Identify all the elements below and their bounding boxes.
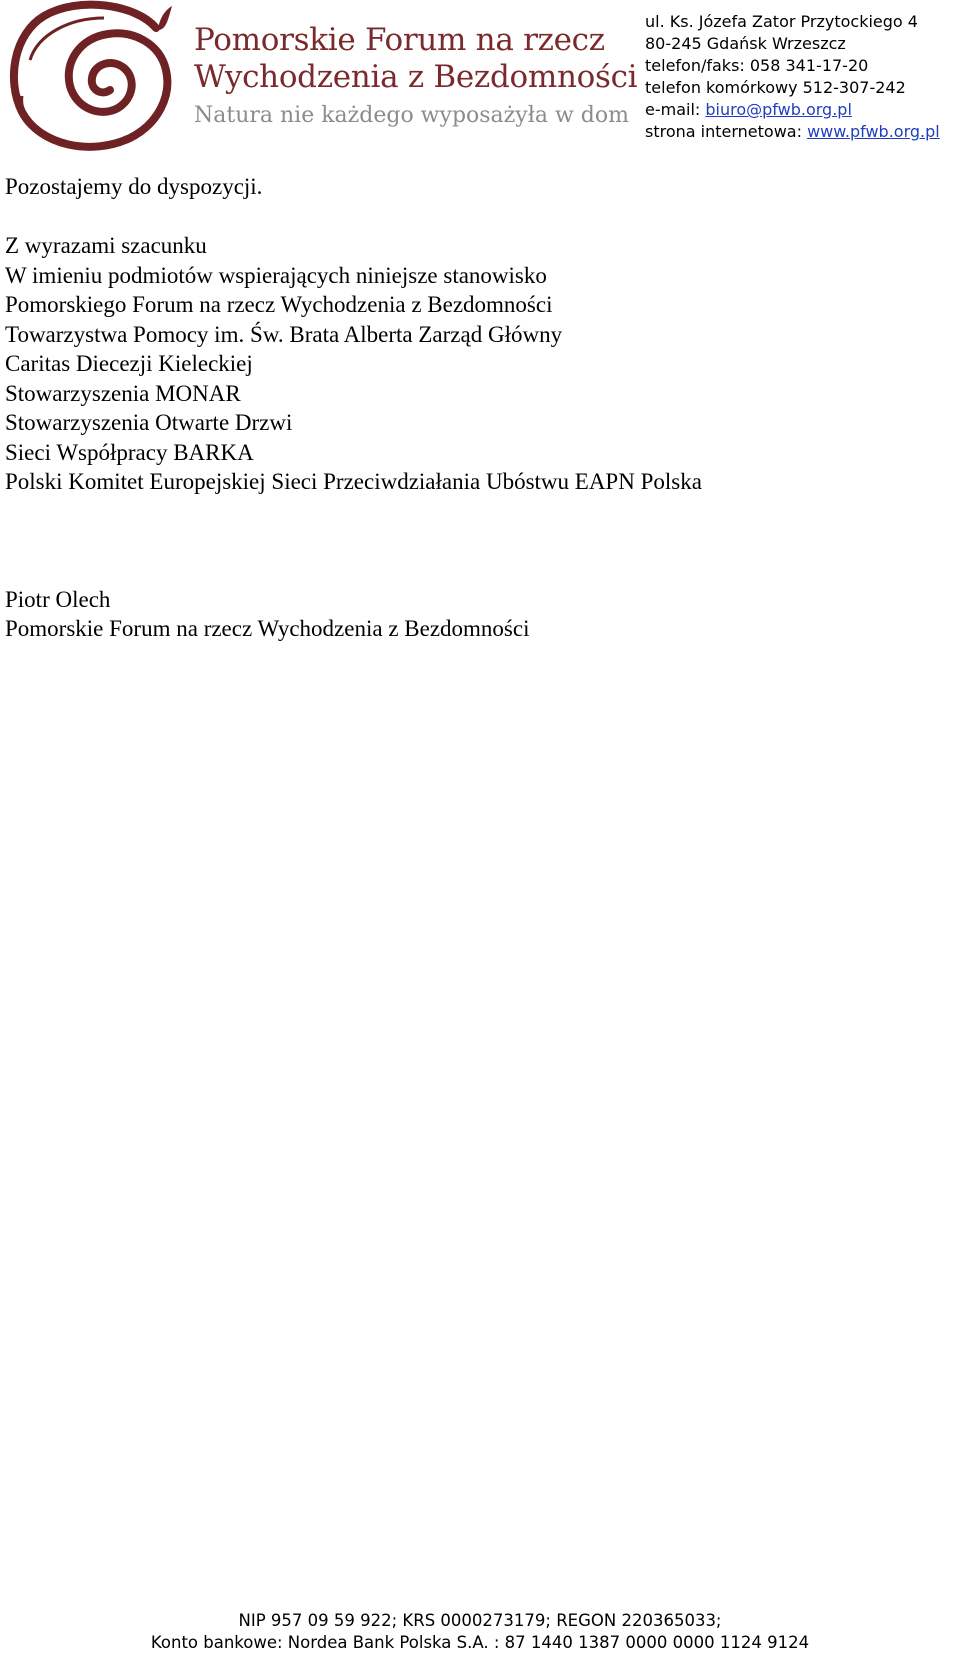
supporter-item: Caritas Diecezji Kieleckiej — [5, 351, 253, 376]
signature-gap — [5, 497, 702, 585]
organization-motto: Natura nie każdego wyposażyła w dom — [194, 103, 629, 128]
contact-city: 80-245 Gdańsk Wrzeszcz — [645, 34, 846, 53]
regards-line: Z wyrazami szacunku — [5, 233, 207, 258]
paragraph-gap — [5, 202, 702, 232]
contact-block — [645, 11, 940, 143]
supporter-item: Sieci Współpracy BARKA — [5, 439, 254, 465]
contact-email-link[interactable]: biuro@pfwb.org.pl — [705, 100, 852, 119]
supporter-item: Polski Komitet Europejskiej Sieci Przeciwdziałania Ubóstwu EAPN Polska — [5, 469, 702, 494]
contact-email-label: e-mail: — [645, 100, 706, 119]
supporter-item: Pomorskiego Forum na rzecz Wychodzenia z Bezdomności — [5, 292, 553, 317]
on-behalf-line: W imieniu podmiotów wspierających niniejsze stanowisko — [5, 262, 547, 288]
organization-name — [194, 22, 637, 96]
contact-email-row — [645, 99, 940, 121]
letter-body — [5, 172, 702, 644]
footer-bank-account: Konto bankowe: Nordea Bank Polska S.A. : 87 1440 1387 0000 0000 1124 9124 — [150, 1633, 810, 1652]
supporter-item: Stowarzyszenia Otwarte Drzwi — [5, 410, 293, 435]
contact-mobile: telefon komórkowy 512-307-242 — [645, 78, 906, 97]
contact-address: ul. Ks. Józefa Zator Przytockiego 4 — [645, 12, 918, 31]
contact-website-row — [645, 121, 940, 143]
contact-phone-fax: telefon/faks: 058 341-17-20 — [645, 56, 869, 75]
supporter-item: Towarzystwa Pomocy im. Św. Brata Alberta Zarząd Główny — [5, 321, 563, 347]
spiral-shell-logo — [8, 0, 174, 152]
letterhead — [0, 0, 960, 160]
supporter-item: Stowarzyszenia MONAR — [5, 380, 241, 406]
organization-name-line-2: Wychodzenia z Bezdomności — [194, 59, 638, 95]
contact-website-label: strona internetowa: — [645, 122, 808, 141]
footer-registration: NIP 957 09 59 922; KRS 0000273179; REGON 220365033; — [238, 1611, 722, 1630]
closing-line: Pozostajemy do dyspozycji. — [5, 174, 263, 199]
signatory-organization: Pomorskie Forum na rzecz Wychodzenia z Bezdomności — [5, 616, 530, 641]
contact-website-link[interactable]: www.pfwb.org.pl — [807, 122, 940, 141]
signatory-name: Piotr Olech — [5, 586, 111, 612]
page-footer — [0, 1610, 960, 1654]
organization-name-line-1: Pomorskie Forum na rzecz — [194, 22, 605, 58]
